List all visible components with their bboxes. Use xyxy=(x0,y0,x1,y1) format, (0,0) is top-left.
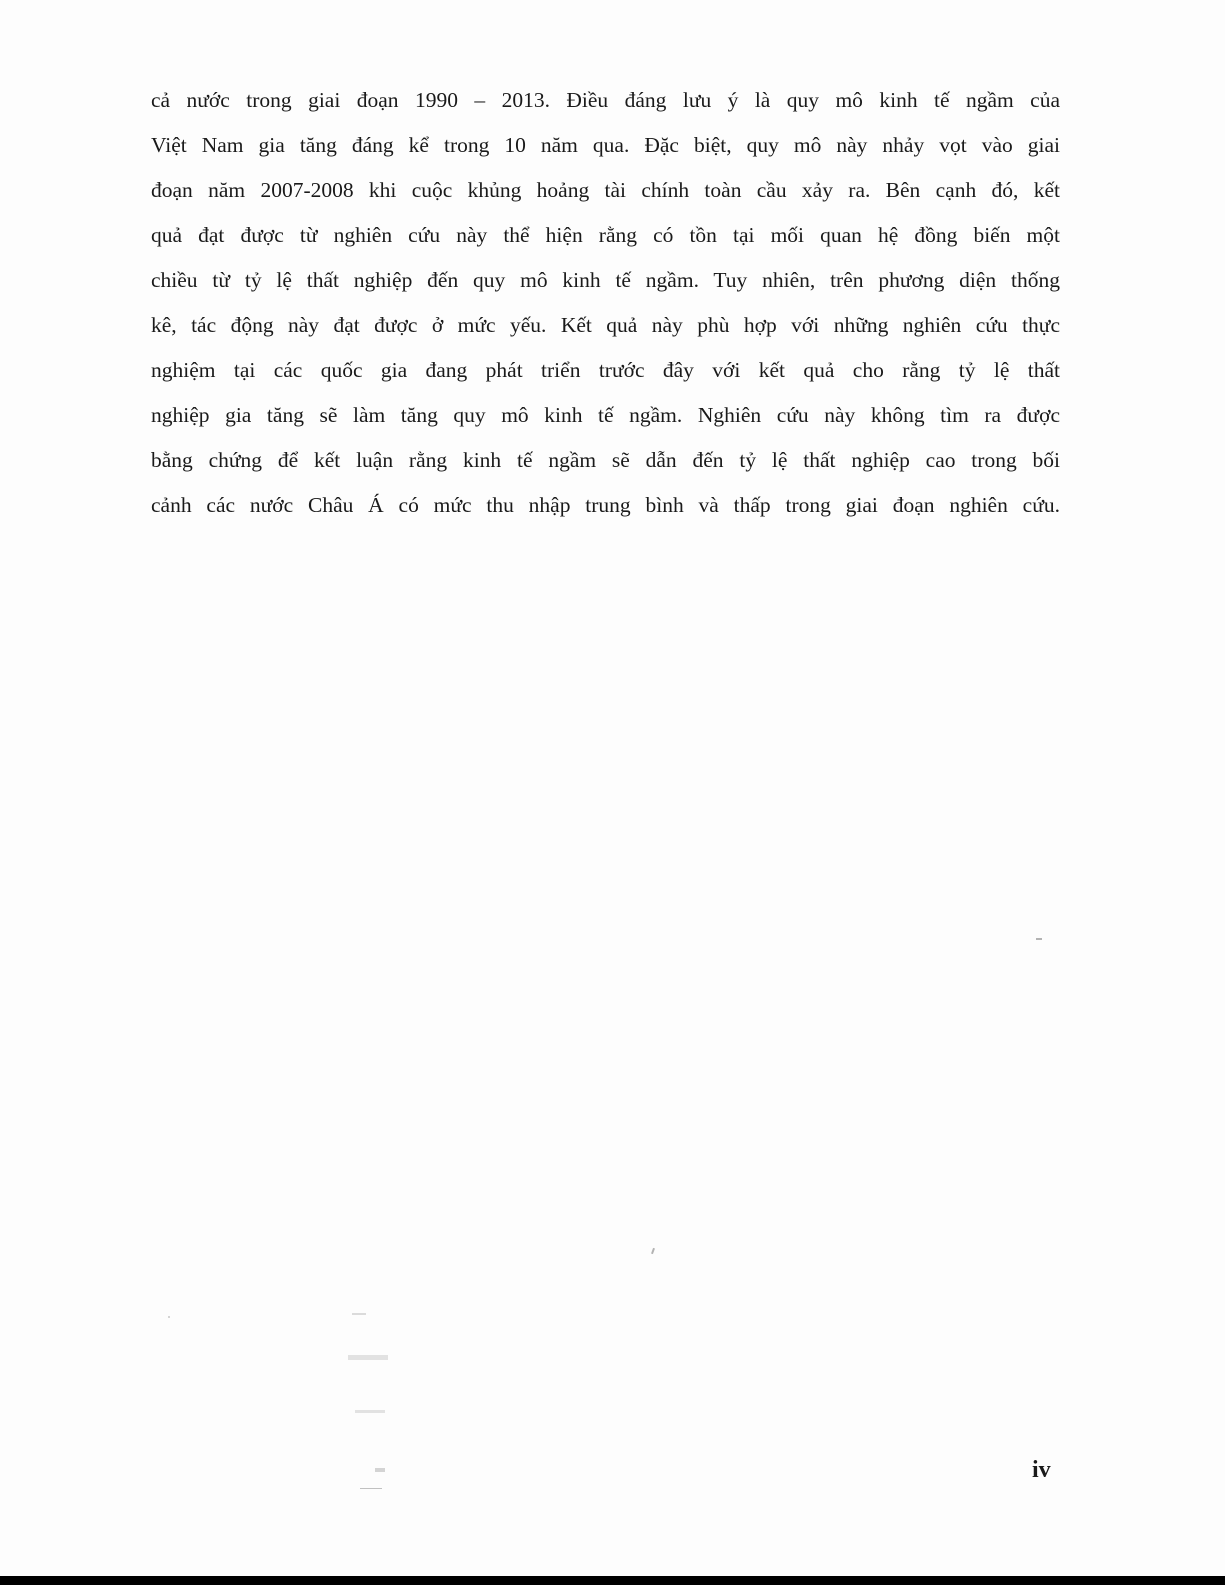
scan-speck xyxy=(375,1468,385,1472)
scan-speck xyxy=(348,1355,388,1360)
paragraph-line: quả đạt được từ nghiên cứu này thể hiện rằng có tồn tại mối quan hệ đồng biến một xyxy=(151,223,1060,247)
paragraph-line: nghiệm tại các quốc gia đang phát triển trước đây với kết quả cho rằng tỷ lệ thất xyxy=(151,358,1060,382)
scan-speck xyxy=(355,1410,385,1413)
paragraph-line: cảnh các nước Châu Á có mức thu nhập trung bình và thấp trong giai đoạn nghiên cứu. xyxy=(151,493,1060,517)
scan-speck xyxy=(360,1488,382,1489)
paragraph-line: nghiệp gia tăng sẽ làm tăng quy mô kinh tế ngầm. Nghiên cứu này không tìm ra được xyxy=(151,403,1060,427)
page-number: iv xyxy=(1032,1457,1051,1483)
scan-speck xyxy=(1036,938,1042,940)
paragraph-line: kê, tác động này đạt được ở mức yếu. Kết quả này phù hợp với những nghiên cứu thực xyxy=(151,313,1060,337)
paragraph-line: chiều từ tỷ lệ thất nghiệp đến quy mô kinh tế ngầm. Tuy nhiên, trên phương diện thống xyxy=(151,268,1060,292)
scan-border xyxy=(0,1576,1225,1585)
scan-speck xyxy=(651,1248,655,1254)
scan-speck xyxy=(168,1316,170,1318)
scan-speck xyxy=(352,1313,366,1315)
body-paragraph xyxy=(151,78,1060,528)
paragraph-line: đoạn năm 2007-2008 khi cuộc khủng hoảng tài chính toàn cầu xảy ra. Bên cạnh đó, kết xyxy=(151,178,1060,202)
paragraph-line: bằng chứng để kết luận rằng kinh tế ngầm sẽ dẫn đến tỷ lệ thất nghiệp cao trong bối xyxy=(151,448,1060,472)
paragraph-line: cả nước trong giai đoạn 1990 – 2013. Điều đáng lưu ý là quy mô kinh tế ngầm của xyxy=(151,88,1060,112)
paragraph-line: Việt Nam gia tăng đáng kể trong 10 năm qua. Đặc biệt, quy mô này nhảy vọt vào giai xyxy=(151,133,1060,157)
